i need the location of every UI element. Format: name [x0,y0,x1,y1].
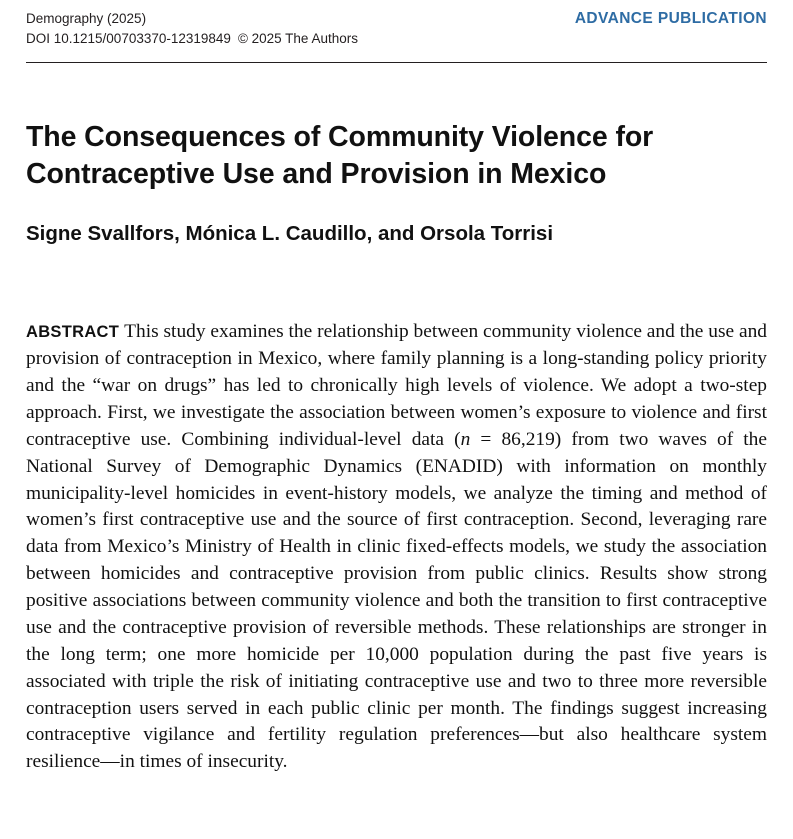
page-header [26,0,767,50]
abstract-label: ABSTRACT [26,323,120,342]
journal-info [26,9,358,50]
advance-publication-badge: ADVANCE PUBLICATION [574,10,767,27]
page-title: The Consequences of Community Violence for Contraceptive Use and Provision in Mexico [26,120,654,191]
doi-line [26,29,358,49]
abstract-text-part1: This study examines the relationship between community violence and the use and provision of contraception in Mexico, where family planning is a long-standing policy priority and the “war on drugs” has led to chronically high levels of violence. We adopt a two-step approach. First, we investigate the association between women’s exposure to violence and first contraceptive use. Combining individual-level data ( [26,321,767,450]
abstract-text-part2: = 86,219) from two waves of the National Survey of Demographic Dynamics (ENADID) with information on monthly municipality-level homicides in event-history models, we analyze the timing and method of women’s first contraceptive use and the source of first contraception. Second, leveraging rare data from Mexico’s Ministry of Health in clinic fixed-effects models, we study the association between homicides and contraceptive provision from public clinics. Results show strong positive associations between community violence and both the transition to first contraceptive use and the contraceptive provision of reversible methods. These relationships are stronger in the long term; one more homicide per 10,000 population during the past five years is associated with triple the risk of initiating contraceptive use and two to three more reversible contraception users served in each public clinic per month. The findings suggest increasing contraceptive vigilance and fertility regulation preferences—but also healthcare system resilience—in times of insecurity. [26,428,767,773]
copyright-text: © 2025 The Authors [237,31,358,47]
header-divider [26,62,767,63]
sample-size-symbol: n [460,428,471,450]
journal-name: Demography (2025) [26,11,147,26]
abstract-section [26,319,767,776]
doi-text[interactable]: DOI 10.1215/00703370-12319849 [26,31,231,47]
author-list: Signe Svallfors, Mónica L. Caudillo, and Orsola Torrisi [26,221,554,245]
